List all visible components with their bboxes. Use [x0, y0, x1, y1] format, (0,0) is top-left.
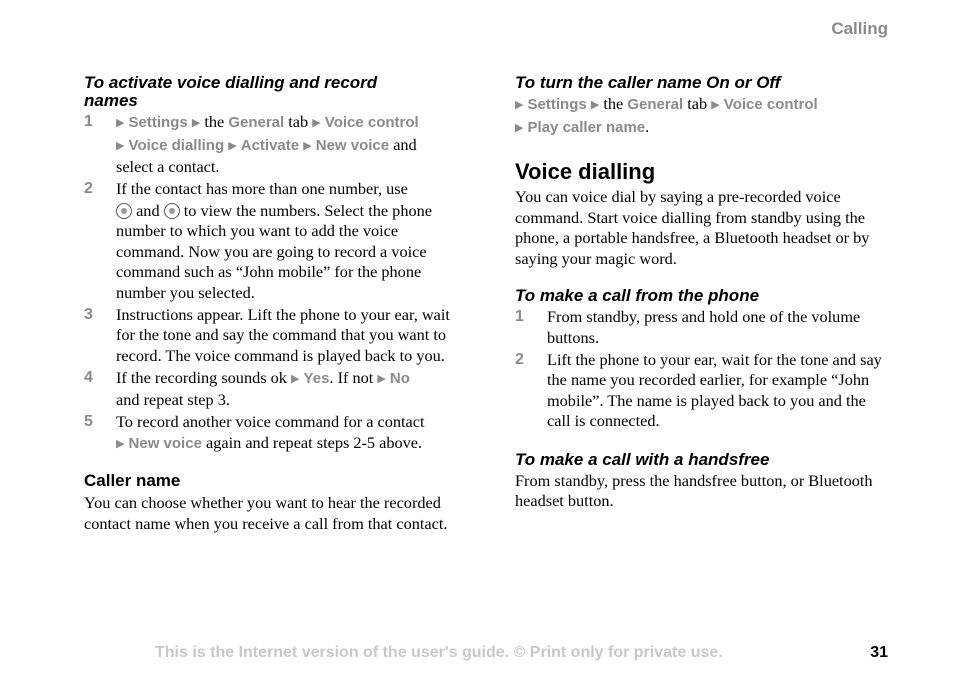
menu-no: No: [389, 369, 410, 387]
text-the: the: [603, 94, 624, 113]
handsfree-text: From standby, press the handsfree button, or Bluetooth headset button.: [515, 470, 873, 510]
text-tab: tab: [288, 112, 309, 131]
step-5-post: again and repeat steps 2-5 above.: [206, 432, 423, 452]
step-1: [84, 112, 456, 178]
step-number: 1: [84, 113, 93, 130]
left-column: [84, 74, 456, 534]
menu-general: General: [627, 96, 684, 113]
arrow-icon: ▶: [116, 139, 125, 152]
menu-settings: Settings: [527, 96, 587, 113]
step-5-pre: To record another voice command for a contact: [116, 412, 425, 431]
heading-caller-name: Caller name: [84, 471, 181, 490]
arrow-icon: ▶: [711, 99, 720, 111]
right-column: [515, 74, 890, 512]
step-number: 1: [515, 308, 524, 325]
arrow-icon: ▶: [291, 372, 300, 385]
menu-yes: Yes: [303, 369, 330, 387]
section-header: Calling: [831, 19, 888, 38]
step-5: [84, 412, 456, 455]
step-4-post: and repeat step 3.: [116, 390, 230, 409]
heading-activate-voice-dialling: To activate voice dialling and record names: [84, 73, 378, 110]
step-3: [84, 305, 456, 367]
page-number: 31: [870, 644, 888, 661]
arrow-icon: ▶: [590, 99, 600, 111]
footer-notice: This is the Internet version of the user's guide. © Print only for private use.: [155, 644, 723, 661]
arrow-icon: ▶: [116, 437, 125, 450]
heading-make-call-handsfree: To make a call with a handsfree: [515, 449, 770, 469]
arrow-icon: ▶: [191, 117, 201, 129]
call-step-2: [515, 350, 890, 432]
text-tab: tab: [687, 94, 708, 113]
menu-settings: Settings: [128, 114, 188, 131]
step-number: 5: [84, 413, 93, 430]
step-1-tail: and select a contact.: [116, 134, 417, 176]
turn-caller-name-path: [515, 94, 890, 139]
menu-voice-dialling: Voice dialling: [128, 136, 225, 154]
arrow-icon: ▶: [116, 117, 125, 129]
step-2-pre: If the contact has more than one number, use: [116, 179, 408, 198]
menu-voice-control: Voice control: [723, 96, 818, 113]
menu-general: General: [228, 114, 285, 131]
heading-voice-dialling: Voice dialling: [515, 159, 656, 184]
step-2: [84, 179, 456, 303]
call-step-1-text: From standby, press and hold one of the volume buttons.: [547, 307, 861, 347]
step-number: 2: [515, 350, 524, 368]
arrow-icon: ▶: [312, 117, 321, 129]
step-4-pre: If the recording sounds ok: [116, 367, 287, 387]
menu-new-voice: New voice: [128, 434, 202, 452]
call-step-2-text: Lift the phone to your ear, wait for the tone and say the name you recorded earlier, for example “John mobile”. The name is played back to you and the call is connected.: [547, 349, 882, 430]
heading-turn-caller-name: To turn the caller name On or Off: [515, 73, 781, 92]
menu-voice-control: Voice control: [324, 114, 419, 131]
menu-play-caller-name: Play caller name: [527, 118, 646, 136]
text-the: the: [204, 112, 225, 131]
step-number: 2: [84, 180, 93, 197]
menu-new-voice: New voice: [315, 136, 390, 154]
arrow-icon: ▶: [377, 372, 386, 385]
step-4-mid: . If not: [329, 367, 374, 387]
arrow-icon: ▶: [228, 139, 237, 152]
period: .: [645, 116, 650, 136]
heading-make-call-phone: To make a call from the phone: [515, 286, 760, 305]
step-4: [84, 368, 456, 411]
arrow-icon: ▶: [303, 139, 312, 152]
menu-activate: Activate: [240, 136, 300, 154]
caller-name-text: You can choose whether you want to hear the recorded contact name when you receive a call from that contact.: [84, 493, 448, 533]
navigation-key-left-icon: [116, 203, 132, 219]
voice-dialling-text: You can voice dial by saying a pre-recorded voice command. Start voice dialling from standby using the phone, a portable handsfree, a Bluetooth headset or by saying your magic word.: [515, 187, 870, 268]
step-number: 3: [84, 305, 93, 323]
arrow-icon: ▶: [515, 121, 524, 134]
arrow-icon: ▶: [515, 99, 524, 111]
step-3-text: Instructions appear. Lift the phone to your ear, wait for the tone and say the command that you want to record. The voice command is played back to you.: [116, 304, 450, 365]
step-2-mid: and: [136, 200, 160, 220]
step-number: 4: [84, 368, 93, 386]
step-2-post: to view the numbers. Select the phone number to which you want to add the voice command. Now you are going to record a voice command such as “John mobile” for the phone number you selected.: [116, 200, 432, 302]
call-step-1: [515, 307, 890, 348]
navigation-key-right-icon: [164, 203, 180, 219]
